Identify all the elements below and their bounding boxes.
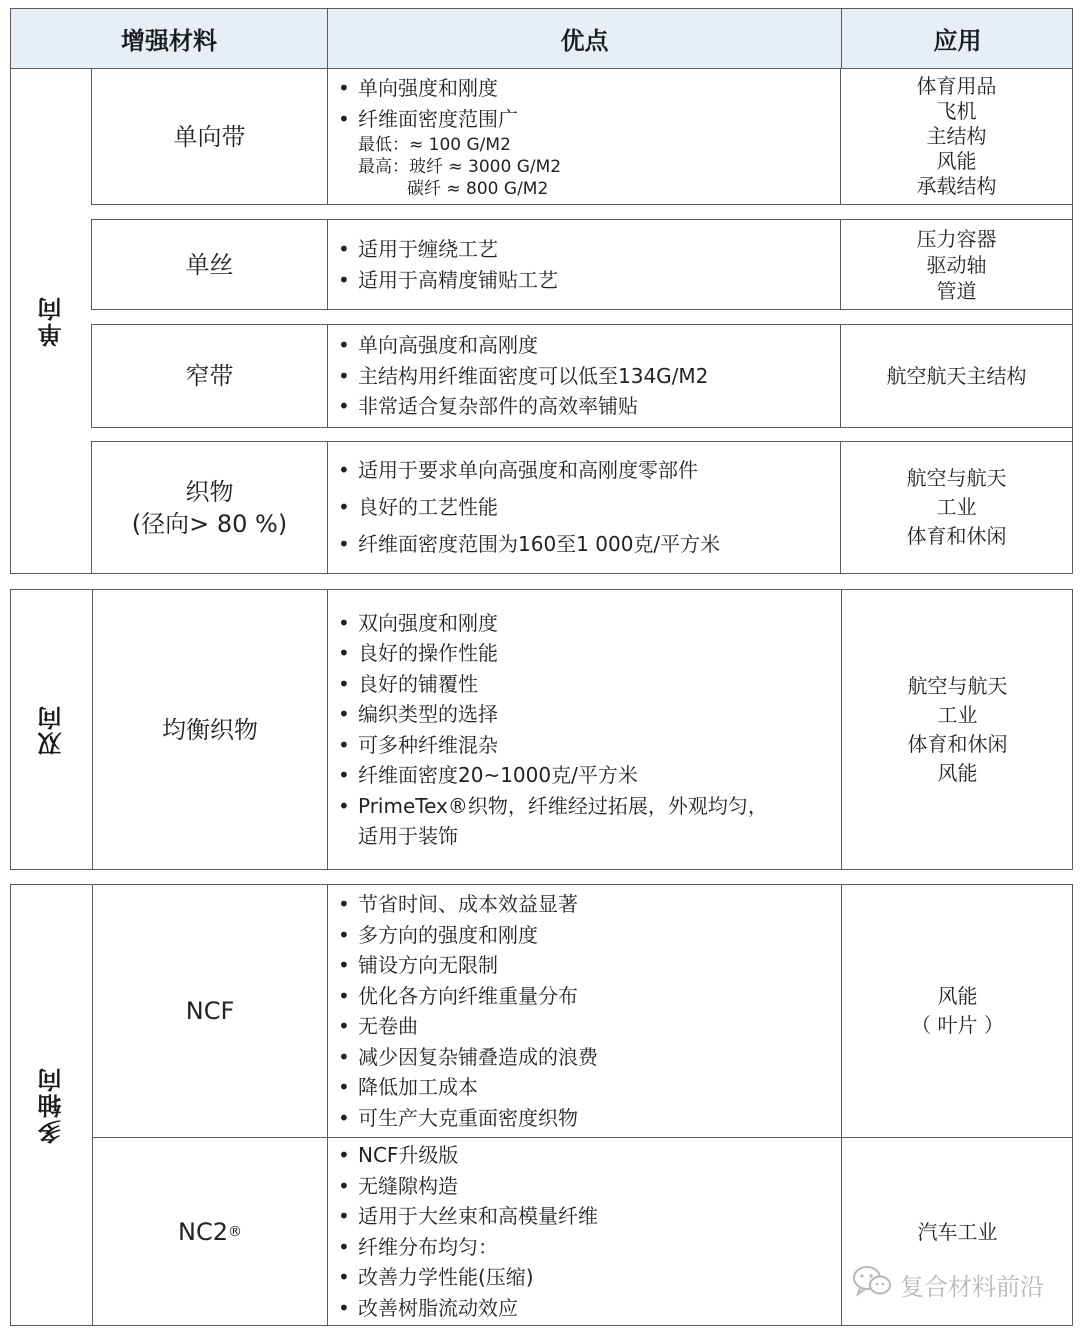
detail-max-glass: 最高：玻纤 ≈ 3000 G/M2 xyxy=(358,157,562,177)
list-item: • 纤维分布均匀： xyxy=(338,1234,498,1259)
list-item: • 减少因复杂铺叠造成的浪费 xyxy=(338,1044,598,1069)
watermark-text: 复合材料前沿 xyxy=(900,1272,1044,1301)
applications-balanced-fabric: 航空与航天 工业 体育和休闲 风能 xyxy=(907,673,1008,785)
row-ud-tape xyxy=(91,68,1073,205)
group-bidirectional xyxy=(10,589,1073,870)
list-item: • 单向强度和刚度 xyxy=(338,76,498,100)
list-item: • 主结构用纤维面密度可以低至134G/M2 xyxy=(338,363,709,388)
row-narrow-tape xyxy=(91,324,1073,428)
list-item: • PrimeTex®织物，纤维经过拓展，外观均匀， xyxy=(338,793,768,818)
table-header xyxy=(10,8,1073,69)
material-narrow-tape: 窄带 xyxy=(185,362,234,390)
list-item: • 可多种纤维混杂 xyxy=(338,732,498,757)
applications-fabric: 航空与航天 工业 体育和休闲 xyxy=(906,466,1007,548)
list-item: • 铺设方向无限制 xyxy=(338,953,498,977)
list-item: • 编织类型的选择 xyxy=(338,702,498,726)
list-item: • 优化各方向纤维重量分布 xyxy=(338,983,578,1008)
header-applications: 应用 xyxy=(933,27,982,55)
registered-mark: ® xyxy=(227,1223,242,1240)
list-item: • 适用于高精度铺贴工艺 xyxy=(338,267,558,292)
applications-narrow-tape: 航空航天主结构 xyxy=(886,364,1027,388)
watermark xyxy=(852,1264,1044,1304)
list-item: • 无缝隙构造 xyxy=(338,1173,458,1198)
list-item-continuation: 适用于装饰 xyxy=(358,824,458,848)
group-label-bidirectional: 双向 xyxy=(38,703,66,756)
applications-ud-tape: 体育用品 飞机 主结构 风能 承载结构 xyxy=(916,74,997,198)
list-item: • 降低加工成本 xyxy=(338,1075,478,1099)
row-monofilament xyxy=(91,219,1073,310)
detail-min: 最低：≈ 100 G/M2 xyxy=(358,135,511,155)
wechat-icon xyxy=(852,1264,892,1304)
group-label-multiaxial: 多轴向 xyxy=(38,1066,66,1144)
list-item: • 多方向的强度和刚度 xyxy=(338,922,538,947)
list-item: • NCF升级版 xyxy=(338,1143,459,1167)
advantages-monofilament xyxy=(328,220,840,309)
applications-monofilament: 压力容器 驱动轴 管道 xyxy=(916,226,997,303)
list-item: • 良好的工艺性能 xyxy=(338,495,498,519)
list-item: • 改善力学性能(压缩) xyxy=(338,1265,534,1289)
list-item: • 纤维面密度20~1000克/平方米 xyxy=(338,763,638,787)
list-item: • 非常适合复杂部件的高效率铺贴 xyxy=(338,394,638,419)
material-fabric-note: (径向> 80 %) xyxy=(131,509,288,538)
applications-nc2: 汽车工业 xyxy=(917,1219,998,1244)
header-advantages: 优点 xyxy=(560,27,609,55)
advantages-narrow-tape xyxy=(328,325,840,427)
list-item: • 单向高强度和高刚度 xyxy=(338,333,538,358)
advantages-fabric xyxy=(328,442,840,573)
group-label-unidirectional: 单向 xyxy=(38,295,66,347)
advantages-ncf xyxy=(328,885,841,1137)
row-fabric xyxy=(91,441,1073,574)
material-ud-tape: 单向带 xyxy=(173,122,246,151)
list-item: • 改善树脂流动效应 xyxy=(338,1295,518,1320)
advantages-balanced-fabric xyxy=(328,590,841,869)
material-balanced-fabric: 均衡织物 xyxy=(162,715,258,744)
advantages-ud-tape xyxy=(328,73,840,200)
advantages-nc2 xyxy=(328,1138,841,1325)
header-material: 增强材料 xyxy=(121,27,217,55)
material-ncf: NCF xyxy=(185,997,235,1025)
material-fabric: 织物 (径向> 80 %) xyxy=(131,477,288,538)
list-item: • 适用于大丝束和高模量纤维 xyxy=(338,1204,598,1228)
list-item: • 节省时间、成本效益显著 xyxy=(338,892,578,916)
list-item: • 可生产大克重面密度织物 xyxy=(338,1105,578,1130)
list-item: • 纤维面密度范围广 xyxy=(338,106,518,131)
material-monofilament: 单丝 xyxy=(185,250,234,279)
list-item: • 纤维面密度范围为160至1 000克/平方米 xyxy=(338,532,721,556)
list-item: • 良好的操作性能 xyxy=(338,641,498,665)
list-item: • 双向强度和刚度 xyxy=(338,610,498,635)
list-item: • 适用于缠绕工艺 xyxy=(338,237,498,261)
applications-ncf: 风能 （ 叶片 ） xyxy=(911,984,1004,1037)
list-item: • 无卷曲 xyxy=(338,1014,418,1038)
list-item: • 良好的铺覆性 xyxy=(338,671,478,696)
list-item: • 适用于要求单向高强度和高刚度零部件 xyxy=(338,458,698,482)
material-nc2: NC2 ® xyxy=(178,1217,242,1246)
group-multiaxial xyxy=(10,884,1073,1326)
detail-max-carbon: 碳纤 ≈ 800 G/M2 xyxy=(407,179,549,199)
